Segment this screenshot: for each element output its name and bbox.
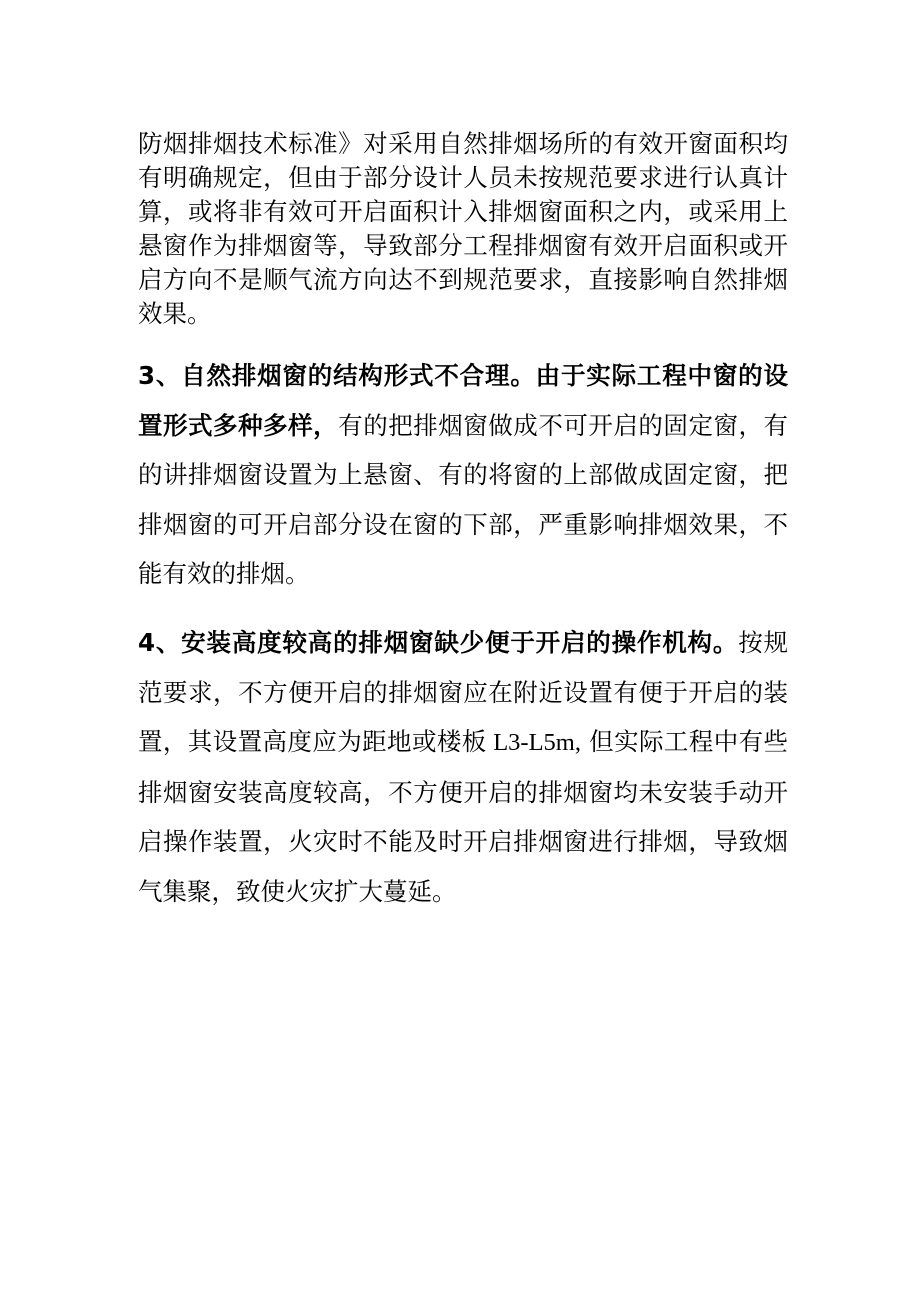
paragraph-body: 防烟排烟技术标准》对采用自然排烟场所的有效开窗面积均有明确规定，但由于部分设计人员未按规范要求进行认真计算，或将非有效可开启面积计入排烟窗面积之内，或采用上悬窗作为排烟窗等，导致部分工程排烟窗有效开启面积或开启方向不是顺气流方向达不到规范要求，直接影响自然排烟效果。 <box>138 129 788 328</box>
paragraph-body: 按规范要求，不方便开启的排烟窗应在附近设置有便于开启的装置，其设置高度应为距地或楼板 <box>138 628 789 757</box>
paragraph-smoke-standard <box>138 127 788 331</box>
paragraph-item-3 <box>138 351 788 599</box>
paragraph-body-continued: 但实际工程中有些排烟窗安装高度较高，不方便开启的排烟窗均未安装手动开启操作装置，火灾时不能及时开启排烟窗进行排烟，导致烟气集聚，致使火灾扩大蔓延。 <box>138 727 789 906</box>
paragraph-body: 有的把排烟窗做成不可开启的固定窗，有的讲排烟窗设置为上悬窗、有的将窗的上部做成固定窗，把排烟窗的可开启部分设在窗的下部，严重影响排烟效果，不能有效的排烟。 <box>138 410 789 588</box>
paragraph-heading: 4、安装高度较高的排烟窗缺少便于开启的操作机构。 <box>138 628 739 657</box>
paragraph-item-4 <box>138 618 788 917</box>
height-range-value: L3-L5m, <box>486 729 581 757</box>
paragraph-heading: 3、自然排烟窗的结构形式不合理。由于实际工程中窗的设置形式多种多样， <box>138 361 788 440</box>
